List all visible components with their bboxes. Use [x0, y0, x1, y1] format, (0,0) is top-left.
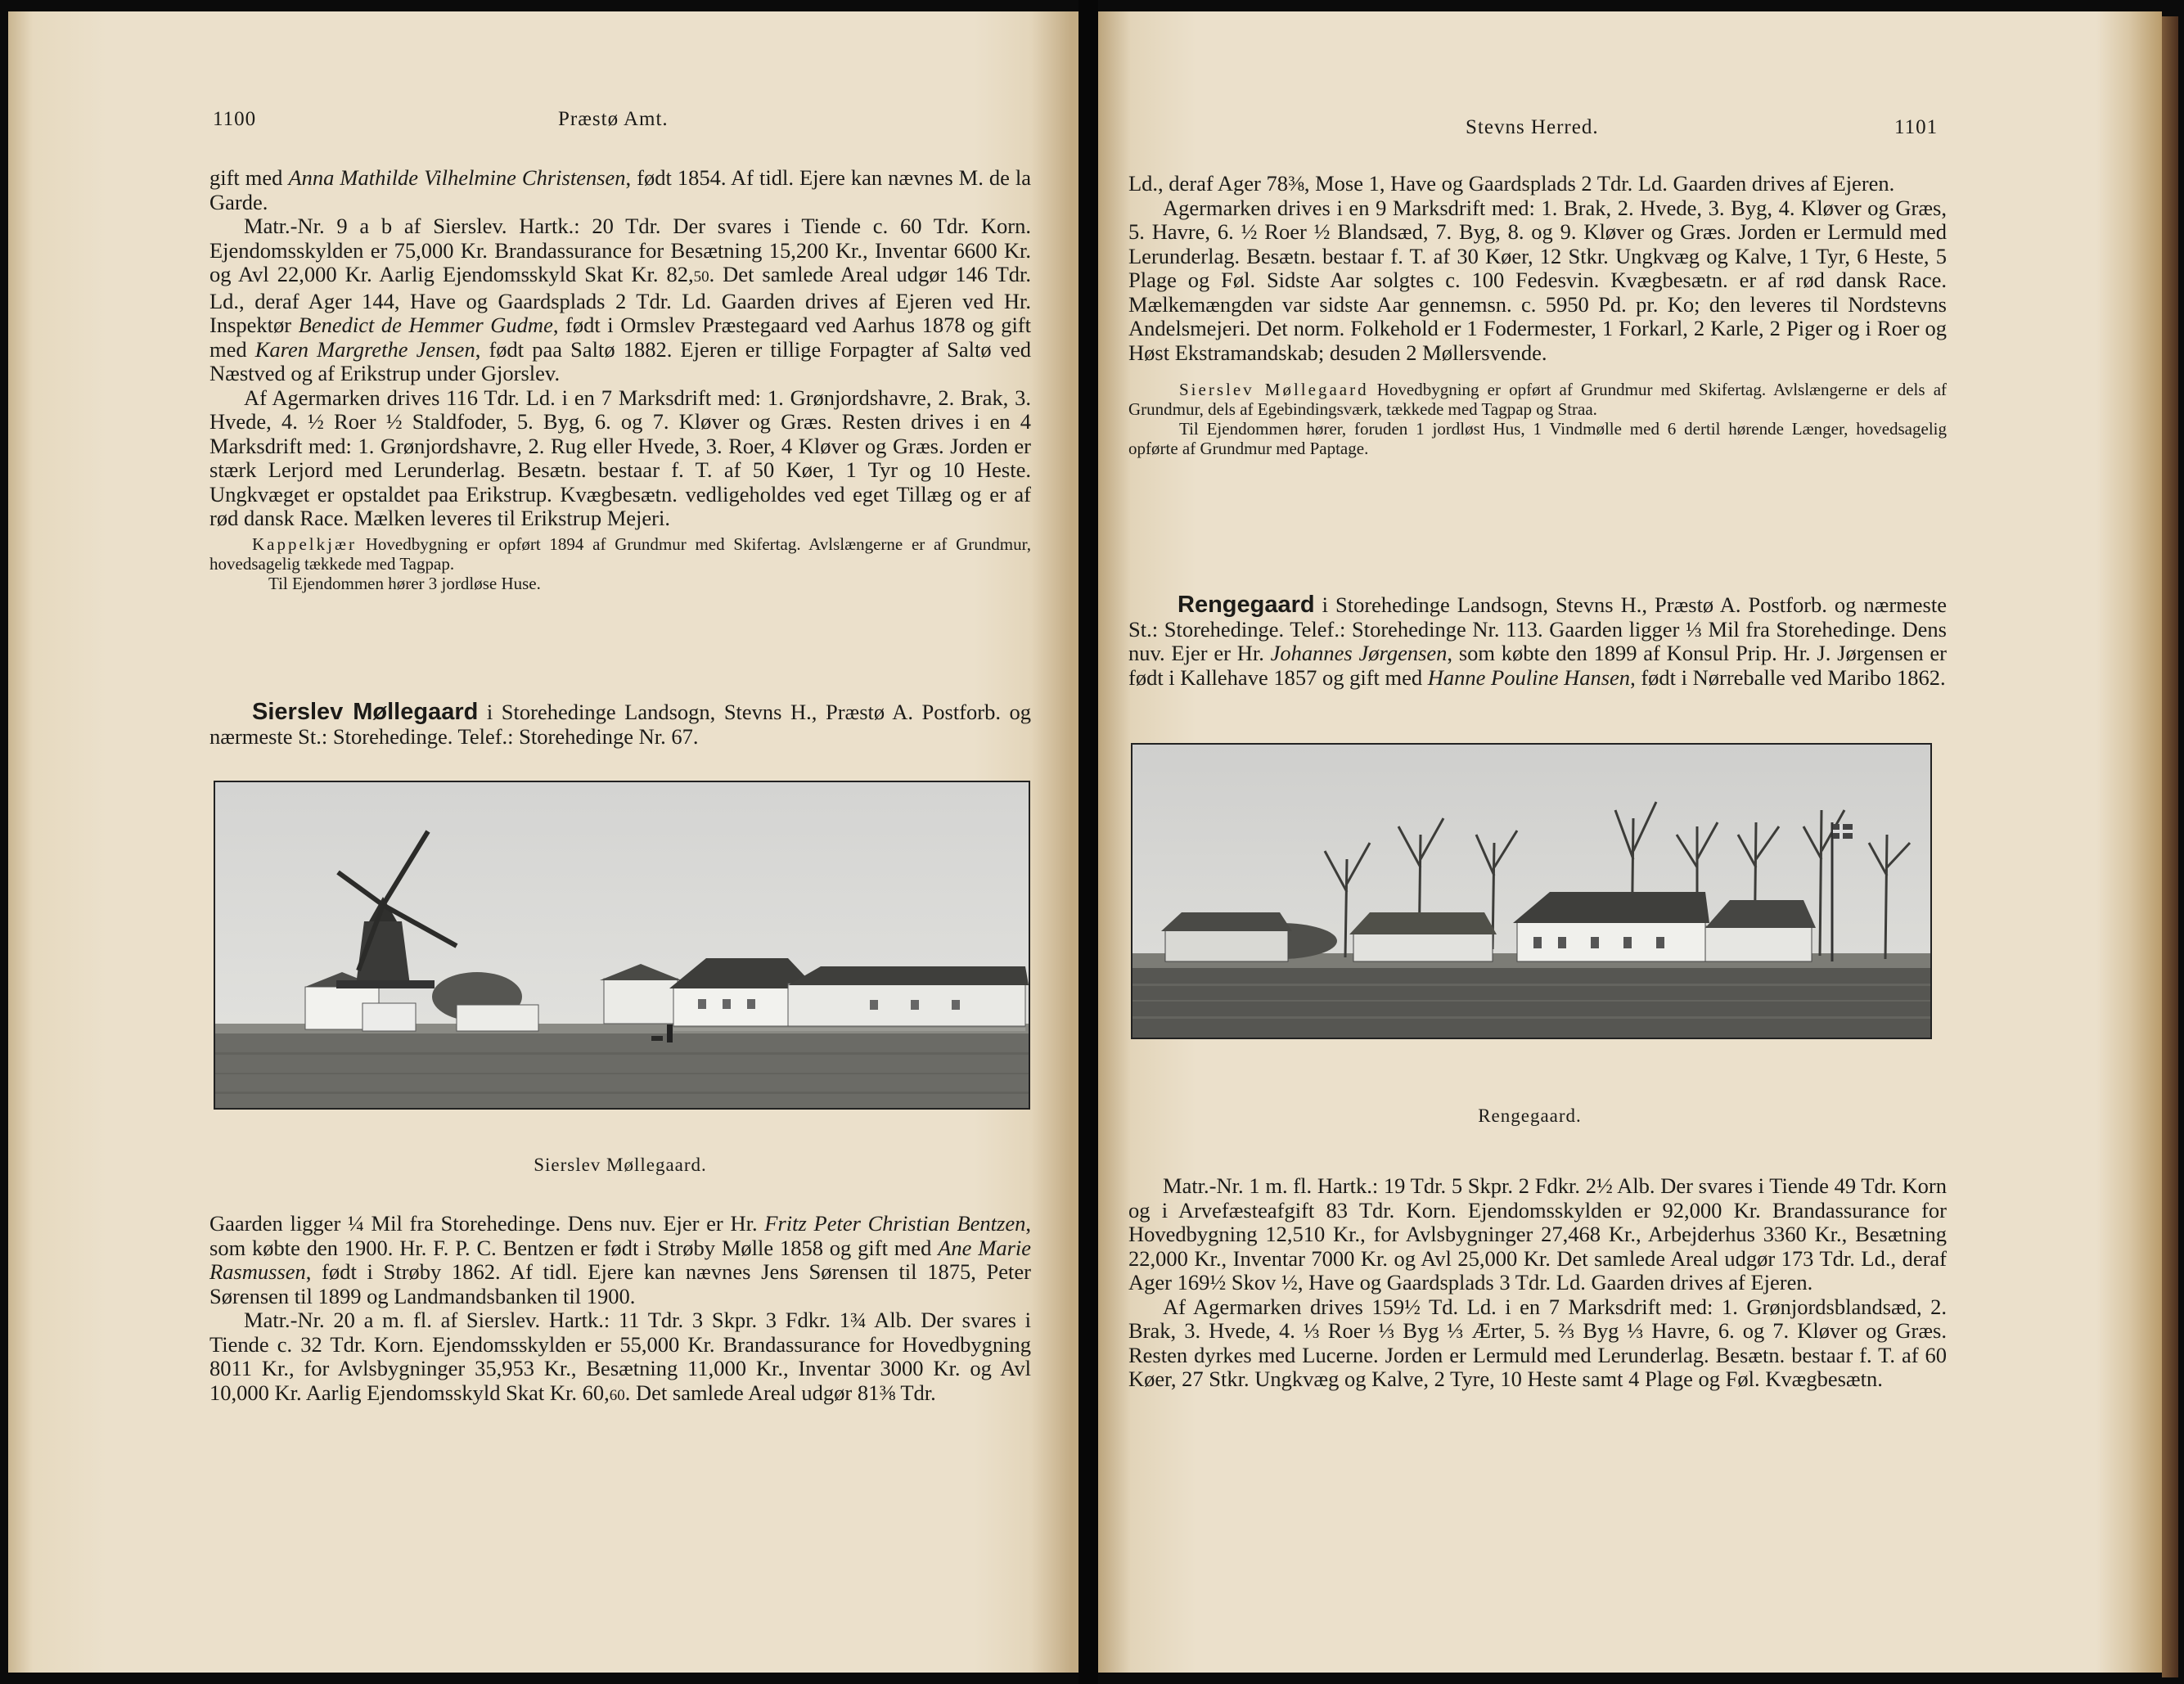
paragraph: Gaarden ligger ¼ Mil fra Storehedinge. Dens nuv. Ejer er Hr. Fritz Peter Christian Bentzen, som købte den 1900. Hr. F. P. C. Bentzen er født i Strøby Mølle 1858 og gift med Ane Marie Rasmussen, født i Strøby 1862. Af tidl. Ejere kan nævnes Jens Sørensen til 1875, Peter Sørensen til 1899 og Landmandsbanken til 1900.: [209, 1211, 1032, 1308]
paragraph: Af Agermarken drives 116 Tdr. Ld. i en 7 Marksdrift med: 1. Grønjordshavre, 2. Brak, 3. Hvede, 4. ½ Roer ½ Staldfoder, 5. Byg, 6. og 7. Kløver og Græs. Resten drives i en 4 Marksdrift med: 1. Grønjordshavre, 2. Rug eller Hvede, 3. Roer, 4 Kløver og Græs. Jorden er stærk Lerjord med Lerunderlag. Besætn. bestaar f. T. af 50 Køer, 1 Tyr og 10 Heste. Ungkvæget er opstaldet paa Erikstrup. Kvægbesætn. vedligeholdes ved eget Tillæg og er af rød dansk Race. Mælken leveres til Erikstrup Mejeri.: [209, 385, 1031, 530]
paragraph: Af Agermarken drives 159½ Td. Ld. i en 7 Marksdrift med: 1. Grønjordsblandsæd, 2. Brak, 3. Hvede, 4. ⅓ Roer ⅓ Byg ⅓ Ærter, 5. ⅔ Byg ⅓ Havre, 6. og 7. Kløver og Græs. Resten dyrkes med Lucerne. Jorden er Lermuld med Lerunderlag. Besætn. bestaar f. T. af 60 Køer, 27 Stkr. Ungkvæg og Kalve, 2 Tyre, 10 Heste samt 4 Plage og Føl. Kvægbesætn.: [1128, 1294, 1947, 1391]
farm-photo: [1133, 745, 1930, 1038]
left-text-bottom: [209, 1212, 1031, 1407]
page-number: 1101: [1894, 116, 1939, 138]
small-note: Kappelkjær Hovedbygning er opført 1894 af Grundmur med Skifertag. Avlslængerne er af Grundmur, hovedsagelig tækkede med Tagpap.: [209, 534, 1031, 574]
photo-rengegaard: [1131, 743, 1932, 1039]
photo-caption: Rengegaard.: [1478, 1105, 1582, 1126]
entry-rengegaard: Rengegaard i Storehedinge Landsogn, Stevns H., Præstø A. Postforb. og nærmeste St.: Storehedinge. Telef.: Storehedinge Nr. 113. Gaarden ligger ⅓ Mil fra Storehedinge. Dens nuv. Ejer er Hr. Johannes Jørgensen, som købte den 1899 af Konsul Prip. Hr. J. Jørgensen er født i Kallehave 1857 og gift med Hanne Pouline Hansen, født i Nørreballe ved Maribo 1862.: [1128, 592, 1948, 690]
running-head: Præstø Amt.: [558, 108, 669, 130]
running-head: Stevns Herred.: [1466, 116, 1599, 138]
book-spine: [1078, 0, 1098, 1684]
paragraph: Ld., deraf Ager 78⅜, Mose 1, Have og Gaardsplads 2 Tdr. Ld. Gaarden drives af Ejeren.: [1128, 171, 1895, 196]
paragraph: Agermarken drives i en 9 Marksdrift med: 1. Brak, 2. Hvede, 3. Byg, 4. Kløver og Græs, 5. Havre, 6. ½ Roer ½ Blandsæd, 7. Byg, 8. og 9. Kløver og Græs. Jorden er Lermuld med Lerunderlag. Besætn. bestaar f. T. af 30 Køer, 12 Stkr. Ungkvæg og Kalve, 1 Tyr, 6 Heste, 5 Plage og Føl. Sidste Aar solgtes c. 100 Fedesvin. Kvægbesætn. er af rød dansk Race. Mælkemængden var sidste Aar gennemsn. c. 5950 Pd. pr. Ko; den leveres til Nordstevns Andelsmejeri. Det norm. Folkehold er 1 Fodermester, 1 Forkarl, 2 Karle, 2 Piger og i Roer og Høst Ekstramandskab; desuden 2 Møllersvende.: [1128, 195, 1947, 365]
left-page: [8, 11, 1078, 1673]
entry-title: Sierslev Møllegaard: [252, 699, 479, 725]
paragraph: Matr.-Nr. 1 m. fl. Hartk.: 19 Tdr. 5 Skpr. 2 Fdkr. 2½ Alb. Der svares i Tiende 49 Tdr. Korn og i Arvefæsteafgift 83 Tdr. Korn. Ejendomsskylden er 92,000 Kr. Brandassurance for Hovedbygning 12,510 Kr., for Avlsbygninger 27,468 Kr., Arbejderhus 3360 Kr., Besætning 22,000 Kr., Inventar 7000 Kr. og Avl 25,000 Kr. Det samlede Areal udgør 173 Tdr. Ld., deraf Ager 169½ Skov ½, Have og Gaardsplads 3 Tdr. Ld. Gaarden drives af Ejeren.: [1128, 1173, 1947, 1295]
paragraph: Matr.-Nr. 9 a b af Sierslev. Hartk.: 20 Tdr. Der svares i Tiende c. 60 Tdr. Korn. Ejendomsskylden er 75,000 Kr. Brandassurance for Besætning 15,200 Kr., Inventar 6600 Kr. og Avl 22,000 Kr. Aarlig Ejendomsskyld Skat Kr. 82,50. Det samlede Areal udgør 146 Tdr. Ld., deraf Ager 144, Have og Gaardsplads 2 Tdr. Ld. Gaarden drives af Ejeren ved Hr. Inspektør Benedict de Hemmer Gudme, født i Ormslev Præstegaard ved Aarhus 1878 og gift med Karen Margrethe Jensen, født paa Saltø 1882. Ejeren er tillige Forpagter af Saltø ved Næstved og af Erikstrup under Gjorslev.: [209, 214, 1031, 385]
right-text-bottom: [1128, 1174, 1947, 1392]
small-note: Til Ejendommen hører 3 jordløse Huse.: [268, 573, 541, 593]
small-note: Sierslev Møllegaard Hovedbygning er opført af Grundmur med Skifertag. Avlslængerne er dels af Grundmur, dels af Egebindingsværk, tækkede med Tagpap og Straa.: [1128, 380, 1948, 419]
windmill-farm-photo: [215, 782, 1029, 1108]
right-text-top: [1128, 172, 1947, 458]
photo-sierslev-mollegaard: [214, 781, 1030, 1110]
paragraph: Matr.-Nr. 20 a m. fl. af Sierslev. Hartk.: 11 Tdr. 3 Skpr. 3 Fdkr. 1¾ Alb. Der svares i Tiende c. 32 Tdr. Korn. Ejendomsskylden er 55,000 Kr. Brandassurance for Hovedbygning 8011 Kr., for Avlsbygninger 35,953 Kr., Besætning 11,000 Kr., Inventar 3000 Kr. og Avl 10,000 Kr. Aarlig Ejendomsskyld Skat Kr. 60,60. Det samlede Areal udgør 81⅜ Tdr.: [209, 1308, 1031, 1405]
small-note: Til Ejendommen hører, foruden 1 jordløst Hus, 1 Vindmølle med 6 dertil hørende Længer, hovedsagelig opførte af Grundmur med Paptage.: [1128, 419, 1947, 458]
entry-title: Rengegaard: [1178, 592, 1315, 618]
left-text-top: [209, 166, 1031, 593]
entry-sierslev: Sierslev Møllegaard i Storehedinge Landsogn, Stevns H., Præstø A. Postforb. og nærmeste St.: Storehedinge. Telef.: Storehedinge Nr. 67.: [209, 699, 1031, 749]
right-page: [1098, 11, 2162, 1673]
paragraph: gift med Anna Mathilde Vilhelmine Christensen, født 1854. Af tidl. Ejere kan nævnes M. de la Garde.: [209, 165, 1031, 214]
photo-caption: Sierslev Møllegaard.: [534, 1155, 707, 1175]
page-number: 1100: [213, 108, 257, 130]
book-edge: [2162, 16, 2178, 1677]
